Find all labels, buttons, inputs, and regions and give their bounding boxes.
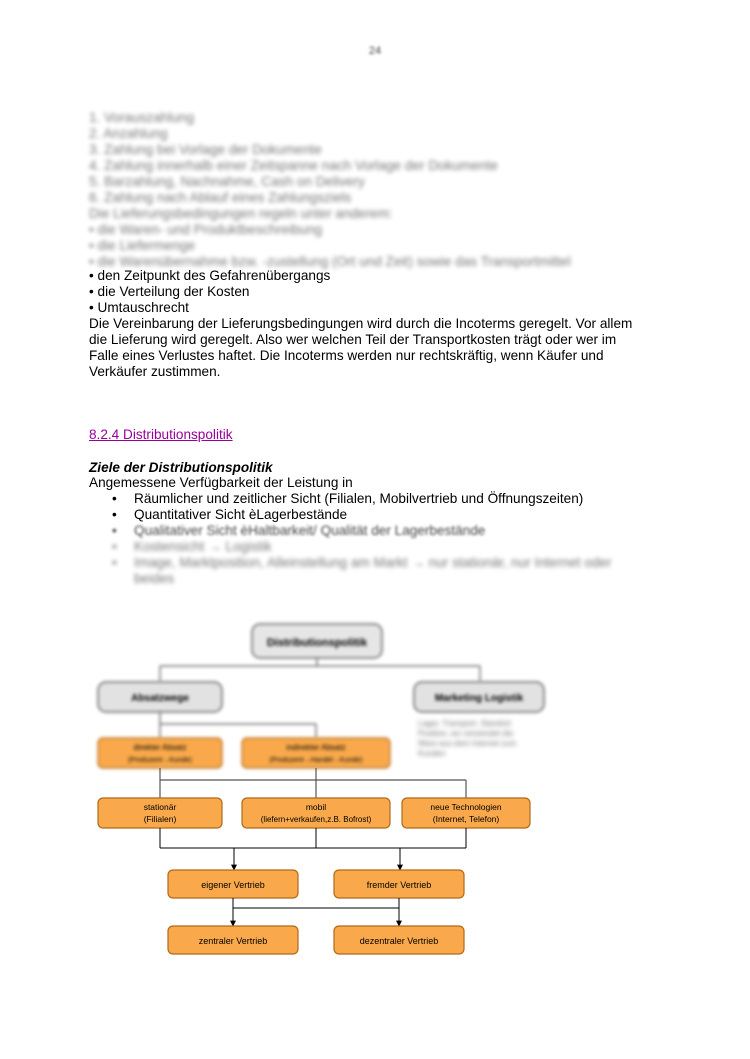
list-line: Die Lieferungsbedingungen regeln unter anderem: <box>89 206 393 221</box>
intro-list-blurred <box>89 110 659 270</box>
list-item <box>112 555 632 571</box>
list-line: 5. Barzahlung, Nachnahme, Cash on Delivery <box>89 174 365 189</box>
svg-text:stationär: stationär <box>143 802 177 812</box>
paragraph-line: Die Vereinbarung der Lieferungsbedingungen wird durch die Incoterms geregelt. Vor allem <box>89 316 633 331</box>
list-item <box>112 523 632 539</box>
channel-connectors <box>160 768 466 798</box>
svg-text:indirekter Absatz: indirekter Absatz <box>286 743 346 752</box>
list-item-text: Quantitativer Sicht èLagerbestände <box>134 507 348 522</box>
paragraph-line: Verkäufer zustimmen. <box>89 364 221 379</box>
page-number: 24 <box>368 45 382 57</box>
node-direct <box>98 738 222 768</box>
node-decentral-sales <box>334 926 464 954</box>
node-mobile <box>242 798 390 828</box>
sales-connectors <box>160 828 466 870</box>
list-line: 1. Vorauszahlung <box>89 110 195 125</box>
list-line: 2. Anzahlung <box>89 126 168 141</box>
branch-label: Marketing Logistik <box>434 693 524 704</box>
list-line: 3. Zahlung bei Vorlage der Dokumente <box>89 142 322 157</box>
list-item-text: Kostensicht → Logistik <box>134 539 272 554</box>
goals-list <box>112 491 632 587</box>
svg-text:mobil: mobil <box>305 802 327 812</box>
intro-list-visible <box>89 268 659 380</box>
list-item <box>112 507 632 523</box>
root-label: Distributionspolitik <box>266 637 368 649</box>
structure-connectors <box>233 898 399 926</box>
goals-intro: Angemessene Verfügbarkeit der Leistung in <box>89 475 353 490</box>
svg-text:(Internet, Telefon): (Internet, Telefon) <box>432 814 500 824</box>
list-item <box>112 571 632 587</box>
list-line: 4. Zahlung innerhalb einer Zeitspanne nach Vorlage der Dokumente <box>89 158 498 173</box>
distribution-diagram <box>0 600 750 980</box>
svg-text:direkter Absatz: direkter Absatz <box>133 743 187 752</box>
svg-text:eigener Vertrieb: eigener Vertrieb <box>201 880 265 890</box>
svg-text:fremder Vertrieb: fremder Vertrieb <box>366 880 432 890</box>
node-own-sales <box>168 870 298 898</box>
section-heading-link[interactable]: 8.2.4 Distributionspolitik <box>89 427 233 442</box>
bullet-icon: • <box>112 507 117 522</box>
list-item-text: Image, Marktposition, Alleinstellung am Markt → nur stationär, nur Internet oder <box>134 555 612 570</box>
list-line: • die Warenübernahme bzw. -zustellung (Ort und Zeit) sowie das Transportmittel <box>89 254 571 269</box>
root-connectors <box>160 658 480 682</box>
svg-text:Kunden: Kunden <box>418 749 446 758</box>
paragraph-line: Falle eines Verlustes haftet. Die Incoterms werden nur rechtskräftig, wenn Käufer und <box>89 348 604 363</box>
list-item <box>112 539 632 555</box>
goals-title: Ziele der Distributionspolitik <box>89 460 273 475</box>
paragraph-line: die Lieferung wird geregelt. Also wer welchen Teil der Transportkosten trägt oder wer im <box>89 332 617 347</box>
svg-text:Ware aus dem Internet zum: Ware aus dem Internet zum <box>418 739 517 748</box>
list-line: • die Verteilung der Kosten <box>89 284 250 299</box>
svg-text:(liefern+verkaufen,z.B. Bofros: (liefern+verkaufen,z.B. Bofrost) <box>260 815 372 824</box>
svg-text:Position, wo verwendet die: Position, wo verwendet die <box>418 729 514 738</box>
branch-connectors <box>160 712 316 738</box>
branch-marketing-logistik <box>414 682 544 712</box>
svg-text:zentraler Vertrieb: zentraler Vertrieb <box>198 936 268 946</box>
list-line: • die Liefermenge <box>89 238 196 253</box>
list-line: 6. Zahlung nach Ablauf eines Zahlungsziels <box>89 190 352 205</box>
list-line: • den Zeitpunkt des Gefahrenübergangs <box>89 268 331 283</box>
node-stationary <box>98 798 222 828</box>
list-item-text: Qualitativer Sicht èHaltbarkeit/ Qualität der Lagerbestände <box>134 523 486 538</box>
svg-text:(Filialen): (Filialen) <box>143 814 177 824</box>
bullet-icon: • <box>112 555 117 570</box>
svg-text:dezentraler Vertrieb: dezentraler Vertrieb <box>359 936 439 946</box>
bullet-icon: • <box>112 491 117 506</box>
node-foreign-sales <box>334 870 464 898</box>
branch-label: Absatzwege <box>131 693 189 704</box>
list-item-text: Räumlicher und zeitlicher Sicht (Filialen, Mobilvertrieb und Öffnungszeiten) <box>134 491 584 506</box>
branch-absatzwege <box>98 682 222 712</box>
list-item <box>112 491 632 507</box>
list-line: • Umtauschrecht <box>89 300 189 315</box>
node-indirect <box>242 738 390 768</box>
root-node <box>252 624 382 658</box>
svg-text:Lager, Transport, Standort: Lager, Transport, Standort <box>418 719 511 728</box>
right-branch-note <box>418 719 517 758</box>
node-new-technologies <box>402 798 530 828</box>
bullet-icon: • <box>112 523 117 538</box>
svg-text:(Produzent→Kunde): (Produzent→Kunde) <box>128 757 192 764</box>
list-line: • die Waren- und Produktbeschreibung <box>89 222 323 237</box>
bullet-icon: • <box>112 539 117 554</box>
list-item-text: beides <box>134 571 175 586</box>
node-central-sales <box>168 926 298 954</box>
svg-text:(Produzent→Handel→Kunde): (Produzent→Handel→Kunde) <box>269 757 363 764</box>
svg-text:neue Technologien: neue Technologien <box>430 802 502 812</box>
